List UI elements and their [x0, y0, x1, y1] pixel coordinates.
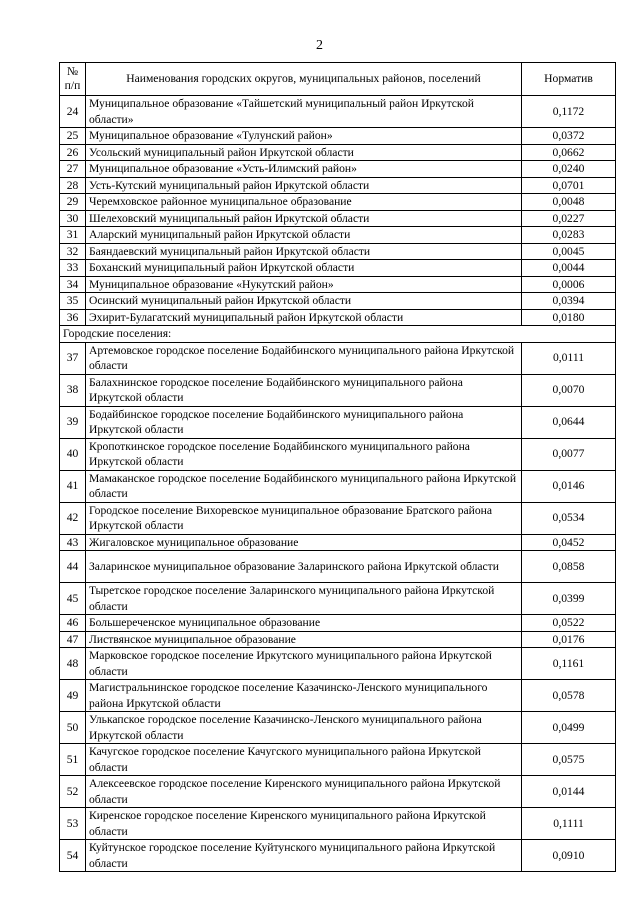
row-value: 0,0144 [522, 776, 616, 808]
table-row [60, 309, 616, 326]
row-value: 0,0070 [522, 374, 616, 406]
table-row [60, 194, 616, 211]
row-value: 0,0283 [522, 227, 616, 244]
table-section-row [60, 326, 616, 343]
row-value: 0,0910 [522, 840, 616, 872]
row-name: Киренское городское поселение Киренского муниципального района Иркутской области [86, 808, 522, 840]
row-number: 25 [60, 128, 86, 145]
row-name: Эхирит-Булагатский муниципальный район Иркутской области [86, 309, 522, 326]
table-row [60, 276, 616, 293]
row-value: 0,0399 [522, 583, 616, 615]
row-value: 0,0372 [522, 128, 616, 145]
row-number: 38 [60, 374, 86, 406]
table-row [60, 712, 616, 744]
row-value: 0,0662 [522, 144, 616, 161]
row-number: 50 [60, 712, 86, 744]
table-row [60, 615, 616, 632]
row-number: 31 [60, 227, 86, 244]
row-number: 29 [60, 194, 86, 211]
row-name: Усольский муниципальный район Иркутской области [86, 144, 522, 161]
row-number: 51 [60, 744, 86, 776]
row-value: 0,0176 [522, 631, 616, 648]
table-row [60, 631, 616, 648]
table-row [60, 243, 616, 260]
row-value: 0,0044 [522, 260, 616, 277]
row-value: 0,0644 [522, 406, 616, 438]
normative-table [59, 62, 616, 872]
row-number: 37 [60, 342, 86, 374]
row-name: Муниципальное образование «Тулунский район» [86, 128, 522, 145]
table-row [60, 648, 616, 680]
row-name: Магистральнинское городское поселение Казачинско-Ленского муниципального района Иркутской области [86, 680, 522, 712]
table-row [60, 744, 616, 776]
table-row [60, 840, 616, 872]
row-name: Улькапское городское поселение Казачинско-Ленского муниципального района Иркутской области [86, 712, 522, 744]
row-value: 0,0499 [522, 712, 616, 744]
row-name: Заларинское муниципальное образование Заларинского района Иркутской области [86, 551, 522, 583]
row-value: 0,0227 [522, 210, 616, 227]
row-number: 27 [60, 161, 86, 178]
row-value: 0,0077 [522, 438, 616, 470]
row-name: Боханский муниципальный район Иркутской области [86, 260, 522, 277]
row-value: 0,0006 [522, 276, 616, 293]
row-name: Усть-Кутский муниципальный район Иркутской области [86, 177, 522, 194]
table-header-row [60, 63, 616, 96]
table-row [60, 293, 616, 310]
row-name: Городское поселение Вихоревское муниципальное образование Братского района Иркутской области [86, 502, 522, 534]
table-row [60, 227, 616, 244]
table-row [60, 534, 616, 551]
row-name: Качугское городское поселение Качугского муниципального района Иркутской области [86, 744, 522, 776]
row-number: 34 [60, 276, 86, 293]
row-value: 0,0578 [522, 680, 616, 712]
row-value: 0,0146 [522, 470, 616, 502]
row-name: Тыретское городское поселение Заларинского муниципального района Иркутской области [86, 583, 522, 615]
row-number: 36 [60, 309, 86, 326]
row-value: 0,0575 [522, 744, 616, 776]
table-row [60, 470, 616, 502]
row-name: Большереченское муниципальное образование [86, 615, 522, 632]
row-name: Черемховское районное муниципальное образование [86, 194, 522, 211]
row-number: 49 [60, 680, 86, 712]
row-name: Муниципальное образование «Усть-Илимский район» [86, 161, 522, 178]
table-row [60, 776, 616, 808]
row-number: 46 [60, 615, 86, 632]
page-number: 2 [316, 38, 323, 53]
row-name: Листвянское муниципальное образование [86, 631, 522, 648]
row-name: Бодайбинское городское поселение Бодайбинского муниципального района Иркутской области [86, 406, 522, 438]
row-value: 0,0048 [522, 194, 616, 211]
table-row [60, 808, 616, 840]
row-number: 53 [60, 808, 86, 840]
table-row [60, 438, 616, 470]
row-value: 0,0858 [522, 551, 616, 583]
row-number: 40 [60, 438, 86, 470]
table-row [60, 342, 616, 374]
section-title: Городские поселения: [60, 326, 616, 343]
row-value: 0,1172 [522, 96, 616, 128]
row-number: 24 [60, 96, 86, 128]
table-row [60, 210, 616, 227]
row-number: 39 [60, 406, 86, 438]
header-value: Норматив [522, 63, 616, 96]
row-value: 0,0534 [522, 502, 616, 534]
row-number: 32 [60, 243, 86, 260]
row-number: 28 [60, 177, 86, 194]
row-number: 33 [60, 260, 86, 277]
row-value: 0,0111 [522, 342, 616, 374]
header-number: № п/п [60, 63, 86, 96]
table-row [60, 260, 616, 277]
row-value: 0,1161 [522, 648, 616, 680]
row-value: 0,0394 [522, 293, 616, 310]
header-name: Наименования городских округов, муниципальных районов, поселений [86, 63, 522, 96]
table-row [60, 128, 616, 145]
row-number: 54 [60, 840, 86, 872]
table-row [60, 406, 616, 438]
row-number: 42 [60, 502, 86, 534]
table-row [60, 502, 616, 534]
table-row [60, 96, 616, 128]
row-name: Мамаканское городское поселение Бодайбинского муниципального района Иркутской области [86, 470, 522, 502]
row-number: 52 [60, 776, 86, 808]
table-row [60, 374, 616, 406]
table-row [60, 177, 616, 194]
row-number: 35 [60, 293, 86, 310]
row-name: Артемовское городское поселение Бодайбинского муниципального района Иркутской области [86, 342, 522, 374]
row-value: 0,0240 [522, 161, 616, 178]
row-number: 48 [60, 648, 86, 680]
row-value: 0,1111 [522, 808, 616, 840]
table-row [60, 551, 616, 583]
row-number: 44 [60, 551, 86, 583]
row-value: 0,0452 [522, 534, 616, 551]
row-value: 0,0045 [522, 243, 616, 260]
row-number: 43 [60, 534, 86, 551]
row-number: 45 [60, 583, 86, 615]
table-row [60, 161, 616, 178]
row-name: Аларский муниципальный район Иркутской области [86, 227, 522, 244]
row-number: 47 [60, 631, 86, 648]
row-number: 41 [60, 470, 86, 502]
row-value: 0,0522 [522, 615, 616, 632]
row-name: Муниципальное образование «Нукутский район» [86, 276, 522, 293]
row-name: Муниципальное образование «Тайшетский муниципальный район Иркутской области» [86, 96, 522, 128]
row-name: Алексеевское городское поселение Киренского муниципального района Иркутской области [86, 776, 522, 808]
row-name: Баяндаевский муниципальный район Иркутской области [86, 243, 522, 260]
row-name: Марковское городское поселение Иркутского муниципального района Иркутской области [86, 648, 522, 680]
row-name: Осинский муниципальный район Иркутской области [86, 293, 522, 310]
row-name: Жигаловское муниципальное образование [86, 534, 522, 551]
row-name: Шелеховский муниципальный район Иркутской области [86, 210, 522, 227]
row-name: Кропоткинское городское поселение Бодайбинского муниципального района Иркутской области [86, 438, 522, 470]
row-name: Куйтунское городское поселение Куйтунского муниципального района Иркутской области [86, 840, 522, 872]
table-row [60, 144, 616, 161]
table-row [60, 680, 616, 712]
row-value: 0,0180 [522, 309, 616, 326]
table-row [60, 583, 616, 615]
row-number: 26 [60, 144, 86, 161]
row-value: 0,0701 [522, 177, 616, 194]
row-number: 30 [60, 210, 86, 227]
row-name: Балахнинское городское поселение Бодайбинского муниципального района Иркутской области [86, 374, 522, 406]
